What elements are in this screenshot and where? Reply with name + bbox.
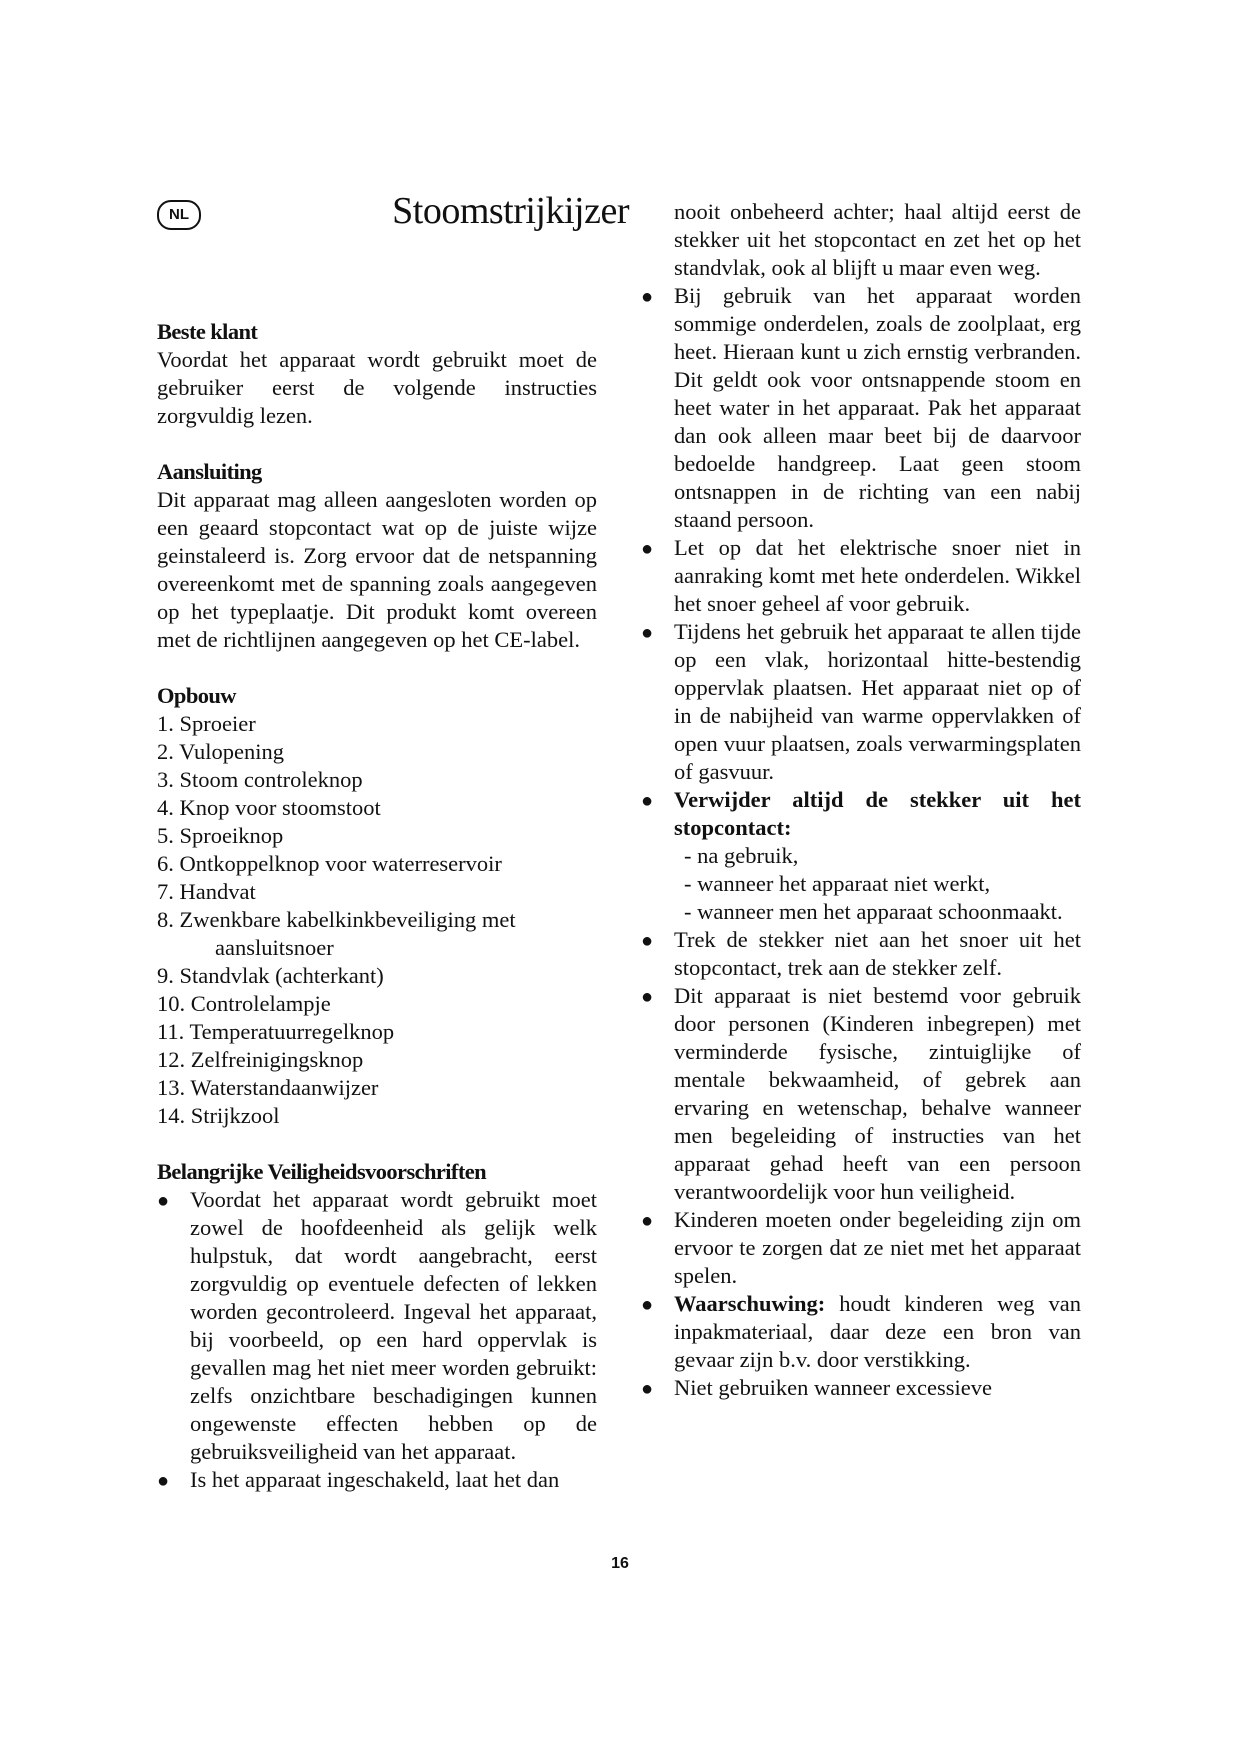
list-item: 2. Vulopening <box>157 739 284 764</box>
list-item: 8. Zwenkbare kabelkinkbeveiliging met aansluitsnoer <box>157 907 516 960</box>
unplug-heading: Verwijder altijd de stekker uit het stopcontact: <box>674 787 1081 840</box>
page-number: 16 <box>611 1555 629 1572</box>
bullet-icon: ● <box>641 1210 654 1232</box>
bullet-icon: ● <box>157 1190 170 1212</box>
list-item: 3. Stoom controleknop <box>157 767 363 792</box>
parts-list <box>157 710 597 1130</box>
parts-heading: Opbouw <box>157 683 236 708</box>
list-item: 12. Zelfreinigingsknop <box>157 1047 364 1072</box>
bullet-icon: ● <box>641 986 654 1008</box>
bullet-icon: ● <box>641 622 654 644</box>
list-item: ● Is het apparaat ingeschakeld, laat het dan <box>157 1466 597 1494</box>
bullet-icon: ● <box>641 1378 654 1400</box>
connection-heading: Aansluiting <box>157 459 262 484</box>
list-item: 11. Temperatuurregelknop <box>157 1019 395 1044</box>
list-item: 1. Sproeier <box>157 711 256 736</box>
intro-heading: Beste klant <box>157 319 258 344</box>
bullet-icon: ● <box>641 286 654 308</box>
list-item: ● Let op dat het elektrische snoer niet in aanraking komt met hete onderdelen. Wikkel het snoer geheel af voor gebruik. <box>641 535 1081 616</box>
list-item <box>641 786 1081 926</box>
connection-section <box>157 458 597 654</box>
continued-text: nooit onbeheerd achter; haal altijd eerst de stekker uit het stopcontact en zet het op het standvlak, ook al blijft u maar even weg. <box>674 199 1081 280</box>
warning-label: Waarschuwing: <box>674 1291 826 1316</box>
list-item <box>641 1290 1081 1374</box>
list-item: ● Bij gebruik van het apparaat worden sommige onderdelen, zoals de zoolplaat, erg heet. Hieraan kunt u zich ernstig verbranden. Dit geldt ook voor ontsnappende stoom en heet water in het apparaat. Pak het apparaat dan ook alleen maar beet bij de daarvoor bedoelde handgreep. Laat geen stoom ontsnappen in de richting van een nabij staand persoon. <box>641 283 1081 532</box>
list-item: ● Voordat het apparaat wordt gebruikt moet zowel de hoofdeenheid als gelijk welk hulpstuk, dat wordt aangebracht, eerst zorgvuldig op eventuele defecten of lekken worden gecontroleerd. Ingeval het apparaat, bij voorbeeld, op een hard oppervlak is gevallen mag het niet meer worden gebruikt: zelfs onzichtbare beschadigingen kunnen ongewenste effecten hebben op de gebruiksveiligheid van het apparaat. <box>157 1187 597 1464</box>
list-item: 4. Knop voor stoomstoot <box>157 795 381 820</box>
bullet-icon: ● <box>641 790 654 812</box>
list-item: ● Dit apparaat is niet bestemd voor gebruik door personen (Kinderen inbegrepen) met verminderde fysische, zintuiglijke of mentale bekwaamheid, of gebrek aan ervaring en wetenschap, behalve wanneer men begeleiding of instructies van het apparaat gehad heeft van een persoon verantwoordelijk voor hun veiligheid. <box>641 983 1081 1204</box>
list-item: - wanneer het apparaat niet werkt, <box>684 871 991 896</box>
list-item: - na gebruik, <box>684 843 799 868</box>
connection-text: Dit apparaat mag alleen aangesloten worden op een geaard stopcontact wat op de juiste wijze geinstaleerd is. Zorg ervoor dat de netspanning overeenkomt met de spanning zoals aangegeven op het typeplaatje. Dit produkt komt overeen met de richtlijnen aangegeven op het CE-label. <box>157 487 597 652</box>
list-item: 13. Waterstandaanwijzer <box>157 1075 379 1100</box>
list-item: 6. Ontkoppelknop voor waterreservoir <box>157 851 502 876</box>
bullet-icon: ● <box>641 1294 654 1316</box>
list-item: ● Trek de stekker niet aan het snoer uit het stopcontact, trek aan de stekker zelf. <box>641 927 1081 980</box>
list-item: 5. Sproeiknop <box>157 823 284 848</box>
intro-text: Voordat het apparaat wordt gebruikt moet de gebruiker eerst de volgende instructies zorgvuldig lezen. <box>157 347 597 428</box>
bullet-icon: ● <box>641 538 654 560</box>
right-column <box>641 198 1081 1402</box>
list-item: 14. Strijkzool <box>157 1103 280 1128</box>
list-item: 7. Handvat <box>157 879 256 904</box>
header <box>157 190 629 254</box>
page-title: Stoomstrijkijzer <box>392 190 629 232</box>
list-item: ● Tijdens het gebruik het apparaat te allen tijde op een vlak, horizontaal hitte-bestendig oppervlak plaatsen. Het apparaat niet op of in de nabijheid van warme oppervlakken of open vuur plaatsen, zoals verwarmingsplaten of gasvuur. <box>641 619 1081 784</box>
list-item: 10. Controlelampje <box>157 991 331 1016</box>
bullet-icon: ● <box>157 1470 170 1492</box>
list-item: ● Niet gebruiken wanneer excessieve <box>641 1374 1081 1402</box>
safety-list-left <box>157 1186 597 1494</box>
parts-section <box>157 682 597 1130</box>
safety-heading: Belangrijke Veiligheidsvoorschriften <box>157 1159 487 1184</box>
list-item: 9. Standvlak (achterkant) <box>157 963 384 988</box>
list-item: ● Kinderen moeten onder begeleiding zijn om ervoor te zorgen dat ze niet met het apparaat spelen. <box>641 1207 1081 1288</box>
safety-section <box>157 1158 597 1494</box>
left-column <box>157 190 629 1494</box>
unplug-list <box>641 842 1081 926</box>
bullet-icon: ● <box>641 930 654 952</box>
intro-section <box>157 318 597 430</box>
list-item: - wanneer men het apparaat schoonmaakt. <box>684 899 1063 924</box>
warning-text: houdt kinderen weg van inpakmateriaal, daar deze een bron van gevaar zijn b.v. door verstikking. <box>674 1291 1081 1372</box>
safety-list-right <box>641 282 1081 1402</box>
language-badge: NL <box>157 200 201 230</box>
